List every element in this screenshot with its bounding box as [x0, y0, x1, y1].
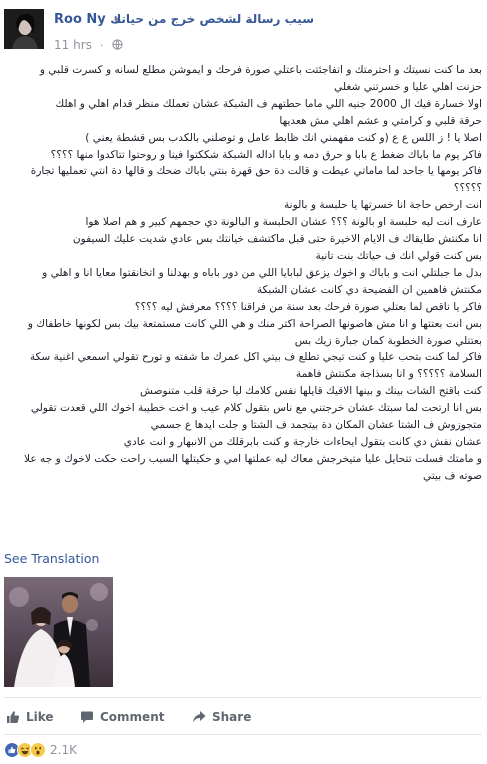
post-body-text	[4, 62, 482, 542]
wedding-photo-image	[4, 577, 113, 687]
post-body-line: ؟؟؟؟؟	[453, 182, 482, 195]
reaction-count: 2.1K	[50, 743, 77, 757]
post-body-line: مكنتش فاهمين ان الفضيحة دي كانت عشان الشبكة	[256, 283, 482, 296]
comment-label: Comment	[100, 710, 165, 724]
post-body-line: بعد ما كنت نسيتك و احترمتك و اتفاجئتت باعتلي صورة فرحك و ايموشن مطلع لسانه و كسرت قلبي و	[39, 64, 482, 76]
post-body-line: كنت باقتح الشات بينك و بينها الاقيك قايلها نفس كلامك ليا حرقة قلب متنوصش	[140, 385, 482, 398]
post-body-line: انا مكنتش طايقاك ف الايام الاخيرة حتى قبل ماكتشف خيانتك بس عادي شديت عليك السيفون	[72, 233, 482, 246]
globe-icon[interactable]	[112, 39, 123, 50]
like-label: Like	[26, 710, 54, 724]
post-body-line: حرقة قلبي و كرامتي و عشم اهلي مش هعديها	[279, 114, 482, 127]
comment-bubble-icon	[80, 710, 94, 724]
post-photo[interactable]	[4, 577, 113, 687]
post-body-line: فاكر لما كنت بتحب عليا و كنت تيجي تطلع ف بيتي اكل عمرك ما شفته و تورح تقولي اسمعي اغنية سكة	[29, 351, 482, 364]
wow-reaction-icon	[30, 742, 46, 758]
separator-dot: ·	[99, 39, 104, 52]
post-body-line: بدل ما جبلتلي انت و باباك و اخوك يزعق لبابايا اللي من دور باباه و بهدلنا و اتخانقتوا معايا انا و اهلي و	[42, 266, 482, 279]
post-body-line: انت ارخص حاجة انا خسرتها يا حلبسة و بالونة	[283, 199, 482, 212]
post-target-title-link[interactable]: سيب رسالة لشخص خرج من حياتك	[110, 12, 314, 26]
post-body-line: بس انت بعتتها و انا مش هاصونها الصراحة اكتر منك و هي اللي كانت مستمتعة بيك بس لكونها خاطفاك و	[27, 317, 482, 330]
post-body-line: صوته ف بيتي	[423, 469, 482, 482]
like-button[interactable]	[6, 707, 54, 727]
post-body-line: بعتتلي صورة الخطوبة كمان جبارة زيك بس	[294, 334, 482, 347]
post-body-line: متجوزوش ف الشتا عشان المكان دة بيتجمد ف الشتا و جلت ايدها ع جسمي	[150, 419, 482, 432]
reactions-divider	[4, 734, 482, 735]
author-line	[54, 12, 479, 32]
post-body-line: عارف انت ليه حلبسة او بالونة ؟؟؟ عشان الحلبسة و البالونة دي حجمهم كبير و هم اصلا هوا	[85, 216, 482, 229]
post-timestamp-link[interactable]: 11 hrs	[54, 38, 92, 52]
thumbs-up-icon	[6, 710, 20, 724]
post-body-line: اصلا يا ! ز اللس ع ع (و كنت مفهمني انك ظابط عامل و توصلني بالكدب بس قشطة يعني )	[85, 131, 482, 144]
post-body-line: فاكر يومها يا جاحد لما ماماتي عيطت و قالت دة حق قهرة بنتي باباك ضحك و قالها دة انتي تعمليها تجارة	[30, 165, 482, 178]
post-body-line: فاكر يا ناقص لما بعتلي صورة فرحك بعد سنة من فراقنا ؟؟؟؟ معرفش ليه ؟؟؟؟	[134, 300, 482, 313]
share-label: Share	[212, 710, 252, 724]
timestamp-line	[54, 34, 123, 50]
post-body-line: و مامتك فسلت تتحايل عليا متيخرجش معاك ليه عملتها امي و حكيتلها السبب راحت حكت لاخوك و جه علا	[24, 452, 482, 465]
see-translation-link[interactable]: See Translation	[4, 551, 100, 566]
author-name-link[interactable]: Roo Ny	[54, 12, 106, 27]
reactions-summary[interactable]	[4, 741, 77, 759]
comment-button[interactable]	[80, 707, 164, 727]
post-body-line: عشان نفش دي كانت بتقول ايحاءات خارجة و كنت بابرقلك من الانبهار و انت عادي	[123, 435, 482, 448]
post-body-line: فاكر يوم ما باباك ضغط ع بابا و حرق دمه و بابا اداله الشبكة شككتوا فينا و روحتوا تتاكدوا منها ؟؟؟؟	[50, 148, 482, 161]
post-body-line: اولا خسارة فيك ال 2000 جنيه اللي ماما حطتهم ف الشبكة عشان تعملك منظر قدام اهلي و اهلك	[55, 97, 482, 110]
post-body-line: السلامة ؟؟؟؟؟ و انا بسذاجة مكنتش فاهمة	[295, 368, 482, 381]
post-body-line: حزنت اهلي عليا و خسرتني شغلي	[334, 80, 482, 93]
author-avatar[interactable]	[4, 9, 44, 49]
share-button[interactable]	[192, 707, 251, 727]
post-body-line: بس انا ارتحت لما سبتك عشان خرجتني مع ناس بتقول كلام عيب و اخت خطيبة اخوك اللي قعدت تقولي	[30, 402, 482, 415]
post-header	[0, 0, 487, 60]
post-body-line: بس كنت قولي انك ف حياتك بنت تانية	[315, 249, 482, 262]
share-arrow-icon	[192, 710, 206, 724]
avatar-portrait-image	[4, 9, 44, 49]
actions-divider	[4, 697, 482, 698]
